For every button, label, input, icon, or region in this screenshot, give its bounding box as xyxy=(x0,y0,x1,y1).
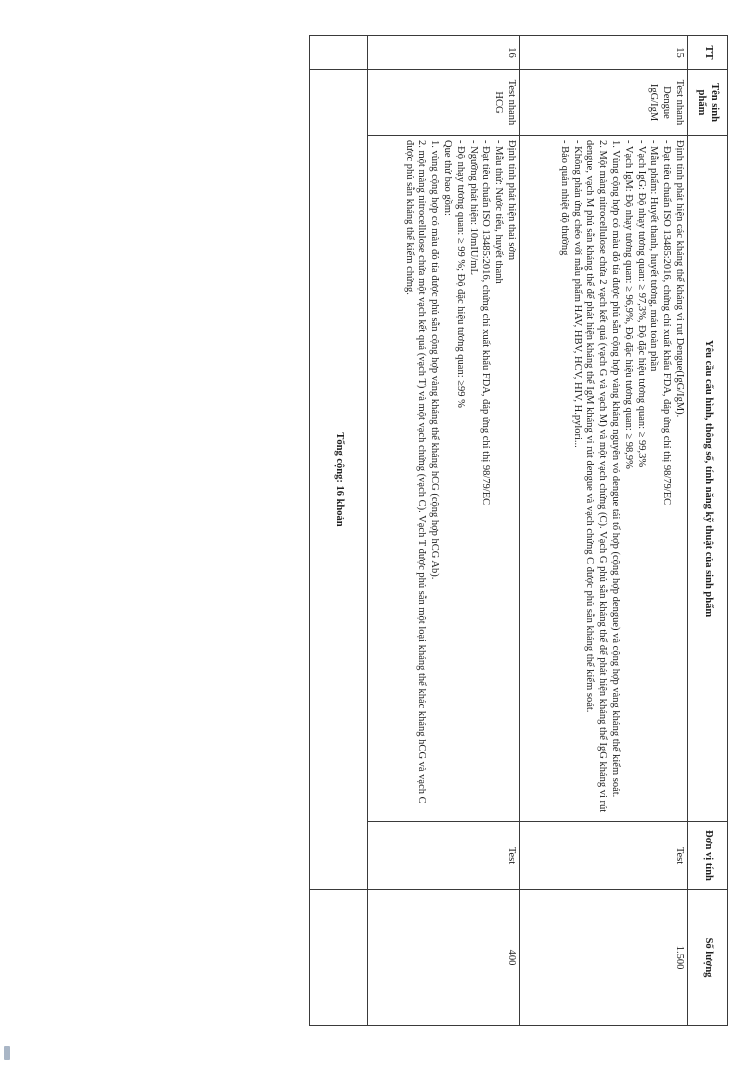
spec-line: - Mẫu phẩm: Huyết thanh, huyết tương, máu toàn phần xyxy=(648,140,660,372)
header-name: Tên sinh phẩm xyxy=(688,70,728,136)
row-unit: Test xyxy=(368,822,520,890)
specification-table xyxy=(309,35,728,1026)
total-label: Tổng cộng: 16 khoản xyxy=(310,70,368,890)
spec-line: - Độ nhạy tương quan: ≥ 99 %; Độ đặc hiệu tương quan: ≥99 % xyxy=(454,140,466,408)
row-tt: 15 xyxy=(520,36,688,70)
spec-line: 2. Một màng nitrocellulose chứa 2 vạch kết quả (vạch G và vạch M) và một vạch chứng (C). Vạch G phủ sẵn kháng thể để phát hiện kháng thể IgG kháng vi rút dengue, vạch M phủ sẵn kháng thể để phát hiện kháng thể IgM kháng vi rút dengue và vạch chứng C được phủ sẵn kháng thể kiểm soát. xyxy=(584,140,609,815)
header-spec: Yêu cầu cấu hình, thông số, tính năng kỹ thuật của sinh phẩm xyxy=(688,136,728,822)
spec-line: 2. một màng nitrocellulose chứa một vạch kết quả (vạch T) và một vạch chứng (vạch C). Vạch T được phủ sẵn một loại kháng thể khác kháng hCG và vạch C được phủ sẵn kháng thể kiểm chứng. xyxy=(403,140,428,807)
spec-line: - Bảo quản nhiệt độ thường xyxy=(558,140,570,256)
table-header-row xyxy=(688,36,728,1026)
scan-edge-mark xyxy=(4,1046,10,1060)
total-row xyxy=(310,36,368,1026)
total-empty-cell xyxy=(310,36,368,70)
spec-line: - Ngưỡng phát hiện: 10mIU/mL xyxy=(467,140,479,275)
row-name: Test nhanh Dengue IgG/IgM xyxy=(520,70,688,136)
header-tt: TT xyxy=(688,36,728,70)
row-spec xyxy=(520,136,688,822)
total-empty-cell xyxy=(310,890,368,1026)
table-row xyxy=(520,36,688,1026)
spec-line: Định tính phát hiện thai sớm xyxy=(506,140,517,261)
spec-line: 1. vùng cộng hợp có màu đỏ tía được phủ sẵn cộng hợp vàng kháng thể kháng hCG (cộng hợp hCG Ab). xyxy=(429,140,441,580)
row-name: Test nhanh HCG xyxy=(368,70,520,136)
spec-line: - Không phản ứng chéo với mẫu phẩm HAV, HBV, HCV, HIV, H.pylori... xyxy=(571,140,583,448)
row-unit: Test xyxy=(520,822,688,890)
row-spec xyxy=(368,136,520,822)
spec-line: 1. Vùng cộng hợp có màu đỏ tía được phủ sẵn cộng hợp vàng kháng nguyên vỏ dengue tái tổ hợp (cộng hợp dengue) và cộng hợp vàng kháng thể kiểm soát. xyxy=(610,140,622,798)
spec-line: - Vạch IgG: Độ nhạy tương quan: ≥ 97,3%, Độ đặc hiệu tương quan: ≥ 99,3% xyxy=(635,140,647,468)
row-qty: 1.500 xyxy=(520,890,688,1026)
table-row xyxy=(368,36,520,1026)
header-unit: Đơn vị tính xyxy=(688,822,728,890)
spec-line: - Đạt tiêu chuẩn ISO 13485:2016, chứng chỉ xuất khẩu FDA, đáp ứng chỉ thị 98/79/EC xyxy=(661,140,673,506)
row-tt: 16 xyxy=(368,36,520,70)
rotated-page-content xyxy=(310,35,728,1025)
header-qty: Số lượng xyxy=(688,890,728,1026)
spec-line: - Vạch IgM: Độ nhạy tương quan: ≥ 96,9%, Độ đặc hiệu tương quan: ≥ 98,9% xyxy=(622,140,634,469)
spec-line: - Mẫu thử: Nước tiểu, huyết thanh xyxy=(493,140,505,284)
row-qty: 400 xyxy=(368,890,520,1026)
spec-line: Định tính phát hiện các kháng thể kháng vi rut Dengue(IgG/IgM). xyxy=(674,140,685,418)
spec-line: Que thử bao gồm: xyxy=(442,140,454,216)
spec-line: - Đạt tiêu chuẩn ISO 13485:2016, chứng chỉ xuất khẩu FDA, đáp ứng chỉ thị 98/79/EC xyxy=(480,140,492,506)
